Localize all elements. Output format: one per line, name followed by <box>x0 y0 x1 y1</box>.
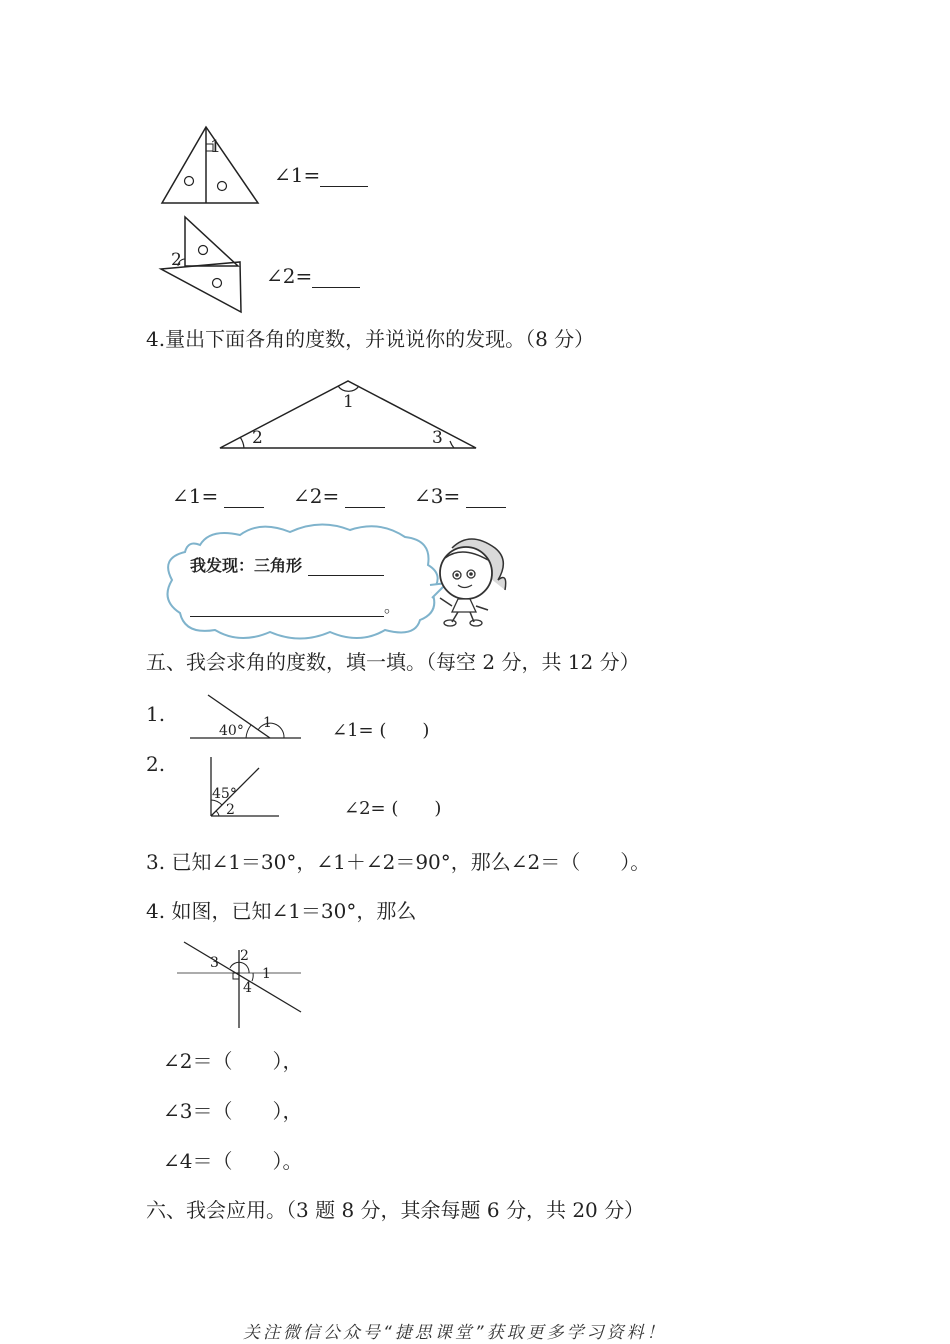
s5-item1-number: 1. <box>146 702 166 726</box>
bubble-end-period: 。 <box>384 597 401 616</box>
set-square-angle-mark-1: 1 <box>210 137 221 157</box>
s5-item4-answer-2: ∠2＝（ ）， <box>163 1049 303 1073</box>
s5-item4-text: 4. 如图，已知∠1＝30°，那么 <box>146 899 417 923</box>
s5-item4-answer-4: ∠4＝（ ）。 <box>163 1149 303 1173</box>
s5-item2-given-angle: 45° <box>212 786 237 802</box>
s5-item3: 3. 已知∠1＝30°，∠1＋∠2＝90°，那么∠2＝（ ）。 <box>146 850 651 874</box>
s5-item4-answer-3: ∠3＝（ ）， <box>163 1099 303 1123</box>
s5-item4-mark-4: 4 <box>243 980 252 996</box>
q4-title: 4.量出下面各角的度数，并说说你的发现。（8 分） <box>146 327 595 351</box>
measure-label-2: ∠2= <box>293 484 340 508</box>
set-square-angle-mark-2: 2 <box>171 250 182 270</box>
bubble-text: 我发现：三角形 <box>190 556 303 575</box>
triangle-vertex-label-3: 3 <box>432 428 443 448</box>
s5-item1-answer: ∠1= ( ) <box>332 720 430 741</box>
footer-note: 关注微信公众号“捷思课堂”获取更多学习资料！ <box>243 1323 667 1343</box>
section5-title: 五、我会求角的度数，填一填。（每空 2 分，共 12 分） <box>146 650 640 674</box>
triangle-vertex-label-1: 1 <box>343 392 354 412</box>
section6-title: 六、我会应用。（3 题 8 分，其余每题 6 分，共 20 分） <box>146 1198 645 1222</box>
triangle-vertex-label-2: 2 <box>252 428 263 448</box>
s5-item1-angle-mark: 1 <box>263 715 272 731</box>
angle1-label: ∠1= <box>274 163 321 187</box>
measure-label-1: ∠1= <box>172 484 219 508</box>
s5-item2-number: 2. <box>146 752 166 776</box>
s5-item4-mark-3: 3 <box>210 955 219 971</box>
measure-label-3: ∠3= <box>414 484 461 508</box>
s5-item2-answer: ∠2= ( ) <box>344 798 442 819</box>
s5-item4-mark-1: 1 <box>262 966 271 982</box>
s5-item2-angle-mark: 2 <box>226 802 235 818</box>
s5-item4-mark-2: 2 <box>240 948 249 964</box>
angle2-label: ∠2= <box>266 264 313 288</box>
s5-item1-given-angle: 40° <box>219 723 244 739</box>
